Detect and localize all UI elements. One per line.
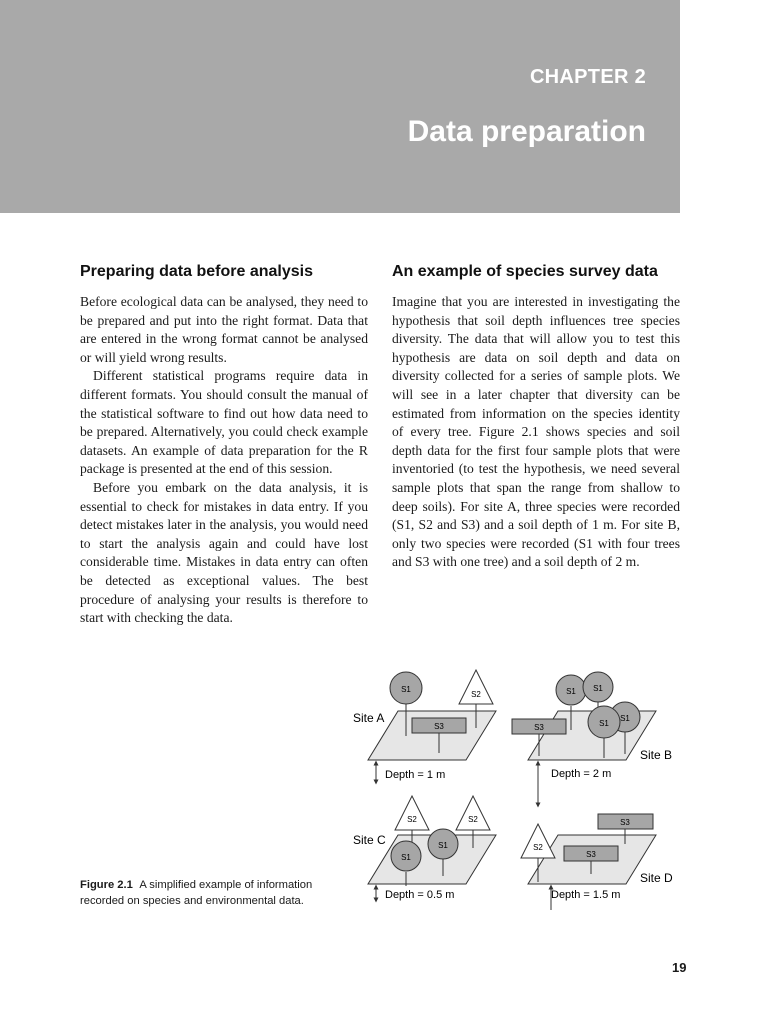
site-b-group xyxy=(512,672,672,805)
s3-label: S3 xyxy=(434,722,444,731)
site-b-depth: Depth = 2 m xyxy=(551,768,612,780)
site-c-depth: Depth = 0.5 m xyxy=(385,889,455,901)
s2-tree-icon xyxy=(521,824,555,858)
s3-label: S3 xyxy=(586,850,596,859)
s1-label: S1 xyxy=(401,853,411,862)
site-a-label: Site A xyxy=(353,711,385,725)
figure-number: Figure 2.1 xyxy=(80,879,133,891)
site-b-label: Site B xyxy=(640,748,673,762)
site-d-label: Site D xyxy=(640,871,673,885)
figure-2-1-diagram xyxy=(340,660,680,910)
page-number: 19 xyxy=(672,960,687,975)
figure-caption-text: A simplified example of information recorded on species and environmental data. xyxy=(80,879,313,907)
left-column xyxy=(80,263,368,628)
section-heading-species-survey: An example of species survey data xyxy=(392,263,658,280)
s1-label: S1 xyxy=(599,719,609,728)
s2-tree-icon xyxy=(395,796,429,830)
paragraph: Different statistical programs require data in different formats. You should consult the manual of the statistical software to find out how data need to be prepared. Alternatively, you could check example datasets. An example of data preparation for the R package is presented at the end of this session. xyxy=(80,368,368,477)
site-a-group xyxy=(353,670,496,782)
section-heading-preparing-data: Preparing data before analysis xyxy=(80,263,313,280)
site-d-group xyxy=(521,814,673,910)
s2-label: S2 xyxy=(471,690,481,699)
site-c-group xyxy=(353,796,496,901)
s3-label: S3 xyxy=(534,723,544,732)
s1-label: S1 xyxy=(438,841,448,850)
right-column xyxy=(392,263,680,572)
s2-label: S2 xyxy=(468,815,478,824)
site-d-depth: Depth = 1.5 m xyxy=(551,889,621,901)
s2-label: S2 xyxy=(407,815,417,824)
site-diagram-svg xyxy=(340,660,680,910)
chapter-title: Data preparation xyxy=(407,115,646,148)
paragraph: Imagine that you are interested in investigating the hypothesis that soil depth influences tree species diversity. The data that will allow you to test this hypothesis are data on soil depth and data on diversity collected for a series of sample plots. We will see in a later chapter that diversity can be estimated from information on the species identity of every tree. Figure 2.1 shows species and soil depth data for the first four sample plots that were inventoried (to test the hypothesis, we need several sample plots that span the range from shallow to deep soils). For site A, three species were recorded (S1, S2 and S3) and a soil depth of 1 m. For site B, only two species were recorded (S1 with four trees and S3 with one tree) and a soil depth of 2 m. xyxy=(392,294,680,570)
site-c-label: Site C xyxy=(353,833,386,847)
site-a-depth: Depth = 1 m xyxy=(385,769,446,781)
s2-label: S2 xyxy=(533,843,543,852)
s1-label: S1 xyxy=(620,714,630,723)
chapter-header-band xyxy=(0,0,680,213)
chapter-label: CHAPTER 2 xyxy=(529,66,646,88)
paragraph: Before ecological data can be analysed, they need to be prepared and put into the right format. Data that are entered in the wrong format cannot be analysed or will yield wrong results. xyxy=(80,294,368,365)
paragraph: Before you embark on the data analysis, it is essential to check for mistakes in data entry. If you detect mistakes later in the analysis, you would need to start the analysis again and could have lost considerable time. Mistakes in data entry can often be detected as exceptional values. The best procedure of analysing your results is therefore to start with checking the data. xyxy=(80,479,368,626)
s1-label: S1 xyxy=(566,687,576,696)
s1-label: S1 xyxy=(401,685,411,694)
s2-tree-icon xyxy=(456,796,490,830)
figure-caption xyxy=(80,877,340,909)
s3-label: S3 xyxy=(620,818,630,827)
s1-label: S1 xyxy=(593,684,603,693)
